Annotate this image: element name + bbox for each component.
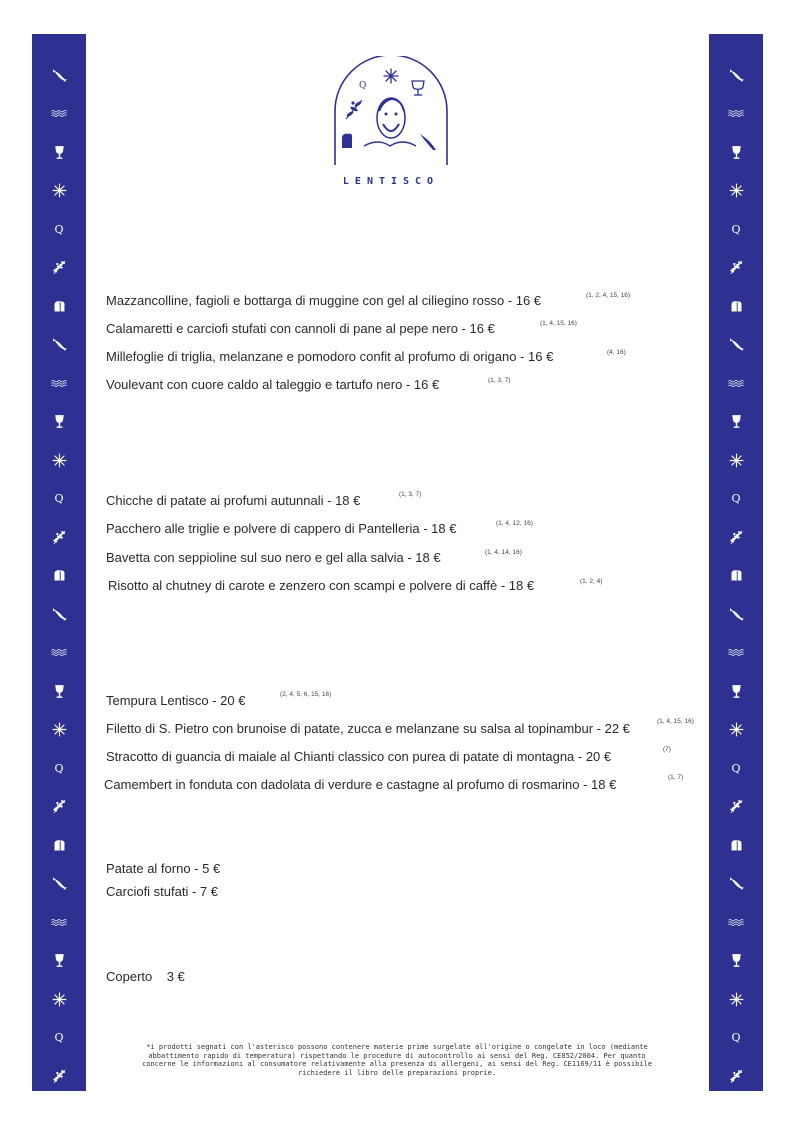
waves-icon bbox=[32, 638, 86, 668]
allergen-codes: (4, 16) bbox=[607, 349, 626, 356]
wine-glass-icon bbox=[709, 676, 763, 706]
olive-branch-icon bbox=[32, 253, 86, 283]
menu-item: Pacchero alle triglie e polvere di cappero di Pantelleria - 18 € bbox=[106, 521, 457, 536]
footnote-line: abbattimento rapido di temperatura) rispettando le procedure di autocontrollo ai sensi del Reg. CE852/2004. Per quanto bbox=[148, 1051, 646, 1060]
bread-icon bbox=[32, 561, 86, 591]
waves-icon bbox=[32, 907, 86, 937]
q-letter-icon bbox=[32, 1023, 86, 1053]
svg-text:Q: Q bbox=[359, 81, 367, 91]
waves-icon bbox=[709, 368, 763, 398]
star-icon bbox=[32, 445, 86, 475]
allergen-codes: (7) bbox=[663, 746, 671, 753]
menu-item: Mazzancolline, fagioli e bottarga di muggine con gel al ciliegino rosso - 16 € bbox=[106, 293, 542, 308]
footnote bbox=[124, 1043, 670, 1077]
fish-icon bbox=[32, 330, 86, 360]
q-letter: Q bbox=[54, 222, 64, 236]
star-icon bbox=[709, 176, 763, 206]
q-letter: Q bbox=[731, 1031, 741, 1044]
left-decorative-band bbox=[32, 34, 86, 1091]
footnote-line: *i prodotti segnati con l'asterisco possono contenere materie prime surgelate all'origine o congelate in loco (mediante bbox=[146, 1043, 648, 1051]
allergen-codes: (1, 3, 7) bbox=[488, 377, 511, 384]
brand-name: LENTISCO bbox=[342, 176, 440, 187]
fish-icon bbox=[709, 869, 763, 899]
q-letter: Q bbox=[731, 761, 741, 775]
allergen-codes: (1, 4, 14, 16) bbox=[485, 549, 522, 556]
waves-icon bbox=[709, 907, 763, 937]
q-letter: Q bbox=[54, 492, 64, 505]
q-letter-icon bbox=[32, 753, 86, 783]
q-letter-icon bbox=[709, 484, 763, 514]
waves-icon bbox=[32, 99, 86, 129]
menu-item: Stracotto di guancia di maiale al Chianti classico con purea di patate di montagna - 20 € bbox=[106, 749, 612, 764]
star-icon bbox=[709, 445, 763, 475]
menu-item: Patate al forno - 5 € bbox=[106, 861, 221, 876]
star-icon bbox=[32, 984, 86, 1014]
waves-icon bbox=[709, 99, 763, 129]
wine-glass-icon bbox=[32, 676, 86, 706]
menu-item: Risotto al chutney di carote e zenzero con scampi e polvere di caffè - 18 € bbox=[108, 578, 535, 593]
wine-glass-icon bbox=[709, 946, 763, 976]
menu-item: Filetto di S. Pietro con brunoise di patate, zucca e melanzane su salsa al topinambur - 22 € bbox=[106, 721, 630, 736]
menu-item: Voulevant con cuore caldo al taleggio e tartufo nero - 16 € bbox=[106, 377, 440, 392]
q-letter-icon bbox=[32, 214, 86, 244]
fish-icon bbox=[32, 60, 86, 90]
menu-item: Chicche di patate ai profumi autunnali - 18 € bbox=[106, 493, 361, 508]
q-letter: Q bbox=[54, 1031, 64, 1044]
olive-branch-icon bbox=[709, 792, 763, 822]
allergen-codes: (1, 2, 4, 15, 16) bbox=[586, 292, 631, 299]
menu-item: Calamaretti e carciofi stufati con cannoli di pane al pepe nero - 16 € bbox=[106, 321, 495, 336]
allergen-codes: (1, 3, 7) bbox=[399, 491, 422, 498]
bread-icon bbox=[709, 830, 763, 860]
olive-branch-icon bbox=[32, 792, 86, 822]
allergen-codes: (2, 4, 5, 6, 15, 16) bbox=[280, 691, 332, 698]
bread-icon bbox=[709, 561, 763, 591]
bread-icon bbox=[32, 291, 86, 321]
cover-charge: Coperto 3 € bbox=[106, 969, 185, 984]
wine-glass-icon bbox=[709, 407, 763, 437]
footnote-line: richiedere il libro delle preparazioni proprie. bbox=[297, 1068, 497, 1077]
allergen-codes: (1, 4, 15, 16) bbox=[657, 718, 694, 725]
wine-glass-icon bbox=[32, 946, 86, 976]
menu-item: Camembert in fonduta con dadolata di verdure e castagne al profumo di rosmarino - 18 € bbox=[104, 777, 617, 792]
star-icon bbox=[32, 715, 86, 745]
olive-branch-icon bbox=[709, 253, 763, 283]
q-letter: Q bbox=[731, 222, 741, 236]
allergen-codes: (1, 7) bbox=[668, 774, 684, 781]
fish-icon bbox=[709, 330, 763, 360]
q-letter-icon bbox=[709, 753, 763, 783]
q-letter-icon bbox=[709, 214, 763, 244]
olive-branch-icon bbox=[32, 1061, 86, 1091]
fish-icon bbox=[709, 60, 763, 90]
menu-item: Bavetta con seppioline sul suo nero e gel alla salvia - 18 € bbox=[106, 550, 441, 565]
q-letter: Q bbox=[731, 492, 741, 505]
fish-icon bbox=[709, 599, 763, 629]
q-letter-icon bbox=[32, 484, 86, 514]
bread-icon bbox=[709, 291, 763, 321]
fish-icon bbox=[32, 869, 86, 899]
bread-icon bbox=[32, 830, 86, 860]
q-letter: Q bbox=[54, 761, 64, 775]
waves-icon bbox=[709, 638, 763, 668]
wine-glass-icon bbox=[32, 137, 86, 167]
olive-branch-icon bbox=[709, 1061, 763, 1091]
olive-branch-icon bbox=[32, 522, 86, 552]
menu-item: Tempura Lentisco - 20 € bbox=[106, 693, 246, 708]
menu-item: Millefoglie di triglia, melanzane e pomodoro confit al profumo di origano - 16 € bbox=[106, 349, 554, 364]
fish-icon bbox=[32, 599, 86, 629]
star-icon bbox=[32, 176, 86, 206]
wine-glass-icon bbox=[32, 407, 86, 437]
lentisco-logo bbox=[332, 56, 450, 166]
menu-item: Carciofi stufati - 7 € bbox=[106, 884, 218, 899]
allergen-codes: (1, 4, 12, 16) bbox=[496, 520, 533, 527]
star-icon bbox=[709, 715, 763, 745]
olive-branch-icon bbox=[709, 522, 763, 552]
wine-glass-icon bbox=[709, 137, 763, 167]
allergen-codes: (1, 2, 4) bbox=[580, 578, 603, 585]
q-letter-icon bbox=[709, 1023, 763, 1053]
star-icon bbox=[709, 984, 763, 1014]
allergen-codes: (1, 4, 15, 16) bbox=[540, 320, 577, 327]
right-decorative-band bbox=[709, 34, 763, 1091]
footnote-line: concerne le informazioni al consumatore relativamente alla presenza di allergeni, ai sensi del Reg. CE1169/11 è possibile bbox=[142, 1060, 652, 1069]
waves-icon bbox=[32, 368, 86, 398]
